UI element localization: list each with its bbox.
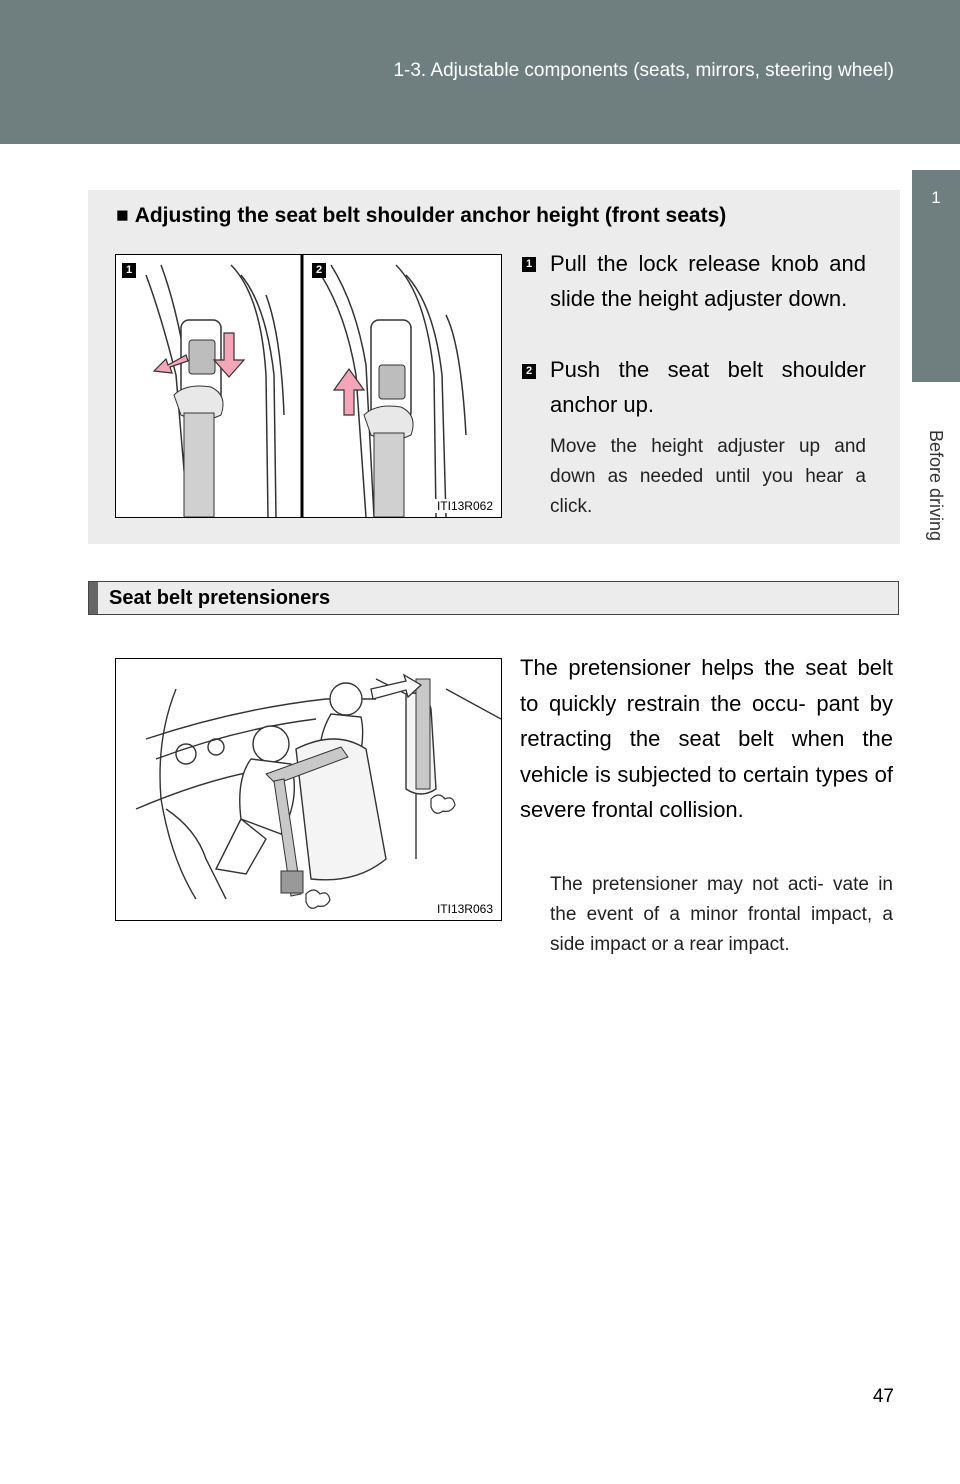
figure-label-1: 1 [122,263,136,278]
pretensioners-heading-text: Seat belt pretensioners [109,587,331,609]
shoulder-anchor-title-text: Adjusting the seat belt shoulder anchor height (front seats) [134,204,727,227]
chapter-number: 1 [931,188,941,207]
title-marker: ■ [116,204,129,227]
heading-bar [89,582,98,614]
page-number: 47 [872,1386,894,1407]
pretensioner-note: The pretensioner may not acti- vate in the event of a minor frontal impact, a side impact or a rear impact. [550,874,893,955]
section-title: 1-3. Adjustable components (seats, mirrors, steering wheel) [393,60,894,81]
pretensioner-illustration [116,659,501,920]
pretensioner-figure-code: ITI13R063 [436,902,493,916]
step-text-1: Pull the lock release knob and slide the height adjuster down. [550,251,866,311]
figure-code: ITI13R062 [436,499,493,513]
figure-label-2: 2 [312,263,326,278]
shoulder-anchor-illustration [116,255,501,517]
chapter-tab[interactable] [912,170,960,382]
shoulder-anchor-figure [115,254,502,518]
chapter-label: Before driving [926,429,947,541]
pretensioner-figure [115,658,502,921]
chapter-label-wrap [912,400,960,570]
step-text-2: Push the seat belt shoulder anchor up. [550,357,866,417]
pretensioners-heading [88,581,899,615]
step-badge-1: 1 [522,257,536,272]
shoulder-anchor-title [116,204,726,228]
shoulder-anchor-note: Move the height adjuster up and down as needed until you hear a click. [550,436,866,517]
page-header [0,0,960,144]
step-badge-2: 2 [522,364,536,379]
pretensioner-body: The pretensioner helps the seat belt to quickly restrain the occu- pant by retracting the seat belt when the vehicle is subjected to certain types of severe frontal collision. [520,655,893,822]
